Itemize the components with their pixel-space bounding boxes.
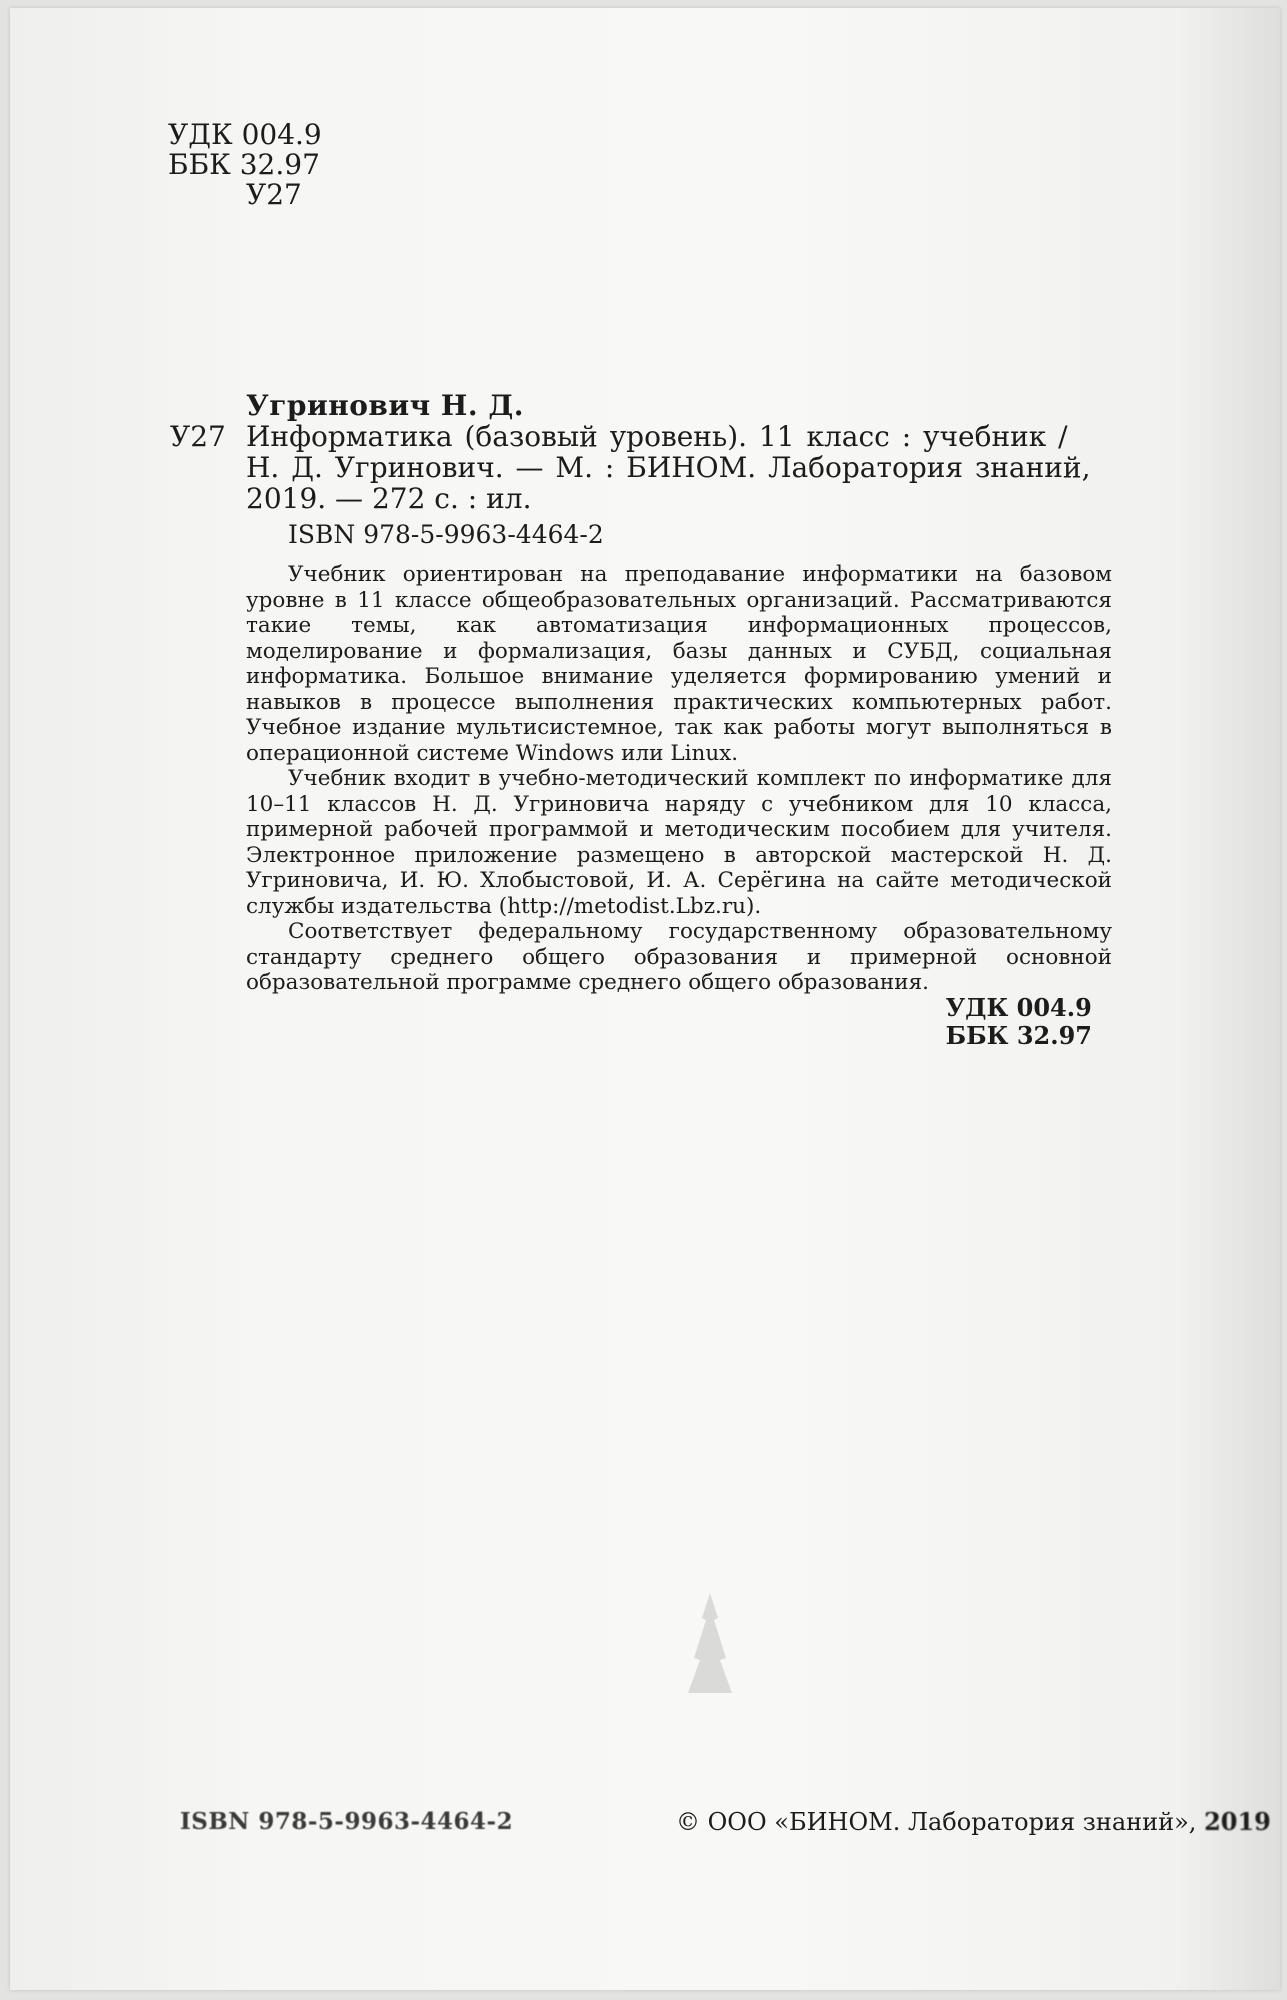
bbk-code: ББК 32.97 xyxy=(168,148,320,181)
author-name: Угринович Н. Д. xyxy=(246,389,524,422)
classification-block-top xyxy=(168,120,322,210)
book-page xyxy=(10,8,1280,1990)
biblio-line: Информатика (базовый уровень). 11 класс : учебник / xyxy=(246,420,1068,453)
publisher-logo-icon xyxy=(670,1588,750,1698)
copyright-text: © ООО «БИНОМ. Лаборатория знаний», xyxy=(676,1808,1197,1836)
bibliographic-entry xyxy=(246,390,1112,514)
author-sign: У27 xyxy=(246,178,302,211)
udk-code: УДК 004.9 xyxy=(168,118,322,151)
annotation-paragraph: Соответствует федеральному государственному образовательному стандарту среднего общего образования и примерной основной образовательной программе среднего общего образования. xyxy=(246,919,1112,995)
copyright-year: 2019 xyxy=(1204,1807,1271,1836)
copyright-line xyxy=(676,1808,1271,1836)
annotation xyxy=(246,562,1112,996)
isbn-footer: ISBN 978-5-9963-4464-2 xyxy=(180,1808,514,1835)
bbk-code-bottom: ББК 32.97 xyxy=(945,1021,1092,1050)
udk-code-bottom: УДК 004.9 xyxy=(945,993,1092,1022)
isbn: ISBN 978-5-9963-4464-2 xyxy=(288,520,604,549)
annotation-paragraph: Учебник входит в учебно-методический комплект по информатике для 10–11 классов Н. Д. Угриновича наряду с учебником для 10 класса, примерной рабочей программой и методическим пособием для учителя. Электронное приложение размещено в авторской мастерской Н. Д. Угриновича, И. Ю. Хлобыстовой, И. А. Серёгина на сайте методической службы издательства (http://metodist.Lbz.ru). xyxy=(246,766,1112,919)
author-sign-margin: У27 xyxy=(170,420,226,453)
annotation-paragraph: Учебник ориентирован на преподавание информатики на базовом уровне в 11 классе общеобразовательных организаций. Рассматриваются такие темы, как автоматизация информационных процессов, моделирование и формализация, базы данных и СУБД, социальная информатика. Большое внимание уделяется формированию умений и навыков в процессе выполнения практических компьютерных работ. Учебное издание мультисистемное, так как работы могут выполняться в операционной системе Windows или Linux. xyxy=(246,562,1112,766)
biblio-line: 2019. — 272 с. : ил. xyxy=(246,482,532,515)
classification-block-bottom xyxy=(946,994,1092,1050)
biblio-line: Н. Д. Угринович. — М. : БИНОМ. Лаборатория знаний, xyxy=(246,451,1091,484)
